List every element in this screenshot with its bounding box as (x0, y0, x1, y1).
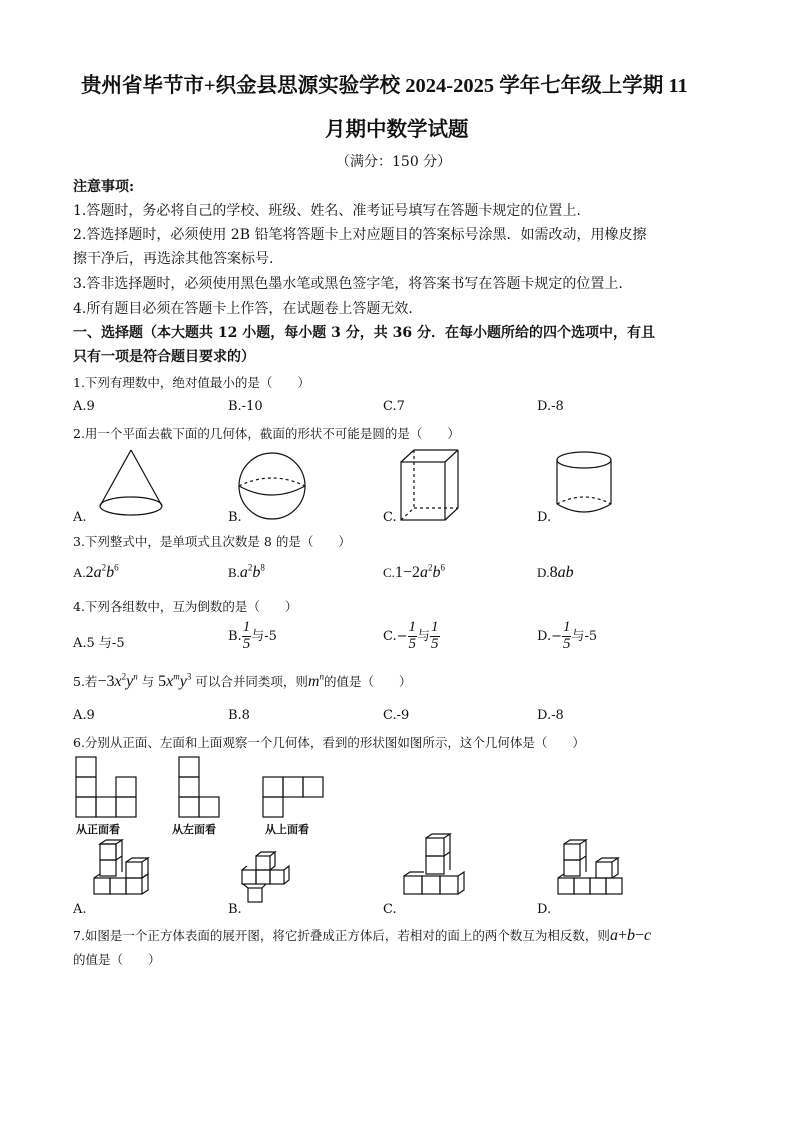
q5-term1 (97, 673, 137, 690)
q7-line1 (73, 926, 651, 945)
q3-b-var2: b (252, 564, 261, 581)
q6-solid-d (556, 842, 628, 912)
q3-a-var1: a (93, 564, 102, 581)
q4-option-d (537, 620, 597, 653)
q2-option-a: A. (73, 510, 87, 525)
q5-option-a: A.9 (73, 708, 95, 723)
q5-mn (308, 673, 324, 690)
q5-pre: 5.若 (73, 674, 98, 689)
q5-mn-m: m (307, 673, 320, 690)
q2-cuboid-figure (399, 448, 461, 524)
title-line2: 月期中数学试题 (325, 119, 469, 141)
q3-b-exp1: 2 (247, 562, 253, 573)
q5-t1-y: y (126, 673, 134, 690)
q6-option-b: B. (228, 902, 242, 917)
q7-var-c: c (644, 927, 652, 944)
q5-mid2: 可以合并同类项，则 (195, 674, 308, 689)
q4-c-mid: 与 (417, 628, 431, 644)
q5-t2-coef: 5 (158, 673, 167, 690)
q6-view-label-front: 从正面看 (76, 823, 120, 836)
q7-op2: − (634, 927, 644, 944)
q5-t1-yexp: n (133, 671, 138, 682)
q3-d-label: D. (537, 565, 550, 580)
q4-stem: 4.下列各组数中，互为倒数的是（ ） (73, 599, 298, 614)
q7-line2: 的值是（ ） (73, 952, 161, 967)
q3-a-label: A. (73, 565, 86, 580)
q4-c-fraction1 (408, 620, 418, 653)
q5-t2-y: y (179, 673, 187, 690)
q3-c-var2: b (432, 564, 441, 581)
q7-var-b: b (626, 927, 635, 944)
section1-line2: 只有一项是符合题目要求的） (73, 349, 255, 365)
q4-d-den: 5 (562, 635, 571, 652)
q4-c-num1: 1 (408, 619, 417, 635)
q3-b-label: B. (228, 565, 240, 580)
q6-solid-a (92, 842, 164, 912)
q5-t2-yexp: 3 (186, 671, 192, 682)
q7-stem: 7.如图是一个正方体表面的展开图，将它折叠成正方体后，若相对的面上的两个数互为相反数，则 (73, 928, 610, 943)
q3-a-exp2: 6 (114, 562, 119, 573)
notice-item-4: 4.所有题目必须在答题卡上作答，在试题卷上答题无效. (73, 301, 413, 317)
q1-option-c: C.7 (383, 399, 405, 414)
q4-b-den: 5 (242, 635, 251, 652)
notice-item-2-cont: 擦干净后，再选涂其他答案标号. (73, 251, 274, 267)
q1-stem: 1.下列有理数中，绝对值最小的是（ ） (73, 375, 310, 390)
q3-c-exp1: 2 (427, 562, 433, 573)
q4-b-tail: 与-5 (251, 628, 277, 644)
q2-sphere-figure (236, 452, 308, 524)
q5-option-c: C.-9 (383, 708, 410, 723)
q5-term2 (158, 673, 191, 690)
q3-c-label: C. (383, 565, 395, 580)
q3-b-exp2: 8 (260, 562, 265, 573)
notice-item-2: 2.答选择题时，必须使用 2B 铅笔将答题卡上对应题目的答案标号涂黑．如需改动，用橡皮擦 (73, 227, 647, 243)
q4-d-tail: 与-5 (571, 628, 598, 644)
q2-stem: 2.用一个平面去截下面的几何体，截面的形状不可能是圆的是（ ） (73, 426, 460, 441)
title-line1: 贵州省毕节市+织金县思源实验学校 2024-2025 学年七年级上学期 11 (81, 75, 688, 97)
q3-d-coef: 8 (549, 564, 558, 581)
q3-stem: 3.下列整式中，是单项式且次数是 8 的是（ ） (73, 534, 351, 549)
q3-b-var1: a (239, 564, 248, 581)
q5-t2-xexp: m (173, 671, 180, 682)
q4-option-a: A.5 与-5 (73, 636, 125, 651)
q3-a-var2: b (106, 564, 115, 581)
q1-option-a: A.9 (73, 399, 95, 414)
q5-t1-x: x (114, 673, 122, 690)
q3-c-exp2: 6 (440, 562, 445, 573)
q6-left-view (178, 756, 220, 818)
q2-cone-figure (96, 448, 166, 522)
q3-c-pre: 1−2 (394, 564, 420, 581)
q4-d-label: D.− (537, 628, 562, 644)
q1-option-d: D.-8 (537, 399, 564, 414)
q5-option-b: B.8 (228, 708, 250, 723)
section1-line1: 一、选择题（本大题共 12 小题，每小题 3 分，共 36 分．在每小题所给的四个选项中，有且 (73, 325, 655, 341)
q4-c-den1: 5 (408, 635, 417, 652)
q5-mn-n: n (319, 671, 324, 682)
q6-option-a: A. (73, 902, 87, 917)
q4-c-label: C.− (383, 628, 408, 644)
q5-t1-xexp: 2 (121, 671, 127, 682)
q4-c-num2: 1 (431, 619, 439, 635)
q6-stem: 6.分别从正面、左面和上面观察一个几何体，看到的形状图如图所示，这个几何体是（ ） (73, 735, 585, 750)
q3-option-d (537, 564, 574, 582)
notice-item-1: 1.答题时，务必将自己的学校、班级、姓名、准考证号填写在答题卡规定的位置上. (73, 203, 581, 219)
q6-option-d: D. (537, 902, 552, 917)
q4-d-num: 1 (562, 619, 571, 635)
q5-option-d: D.-8 (537, 708, 564, 723)
q4-option-c (383, 620, 440, 653)
score-note: （满分：150 分） (336, 154, 452, 170)
q3-option-a (73, 564, 119, 582)
q6-top-view (262, 776, 324, 818)
q2-option-c: C. (383, 510, 397, 525)
q2-option-d: D. (537, 510, 552, 525)
q3-a-coef: 2 (85, 564, 94, 581)
q5-post: 的值是（ ） (323, 674, 412, 689)
q6-solid-c (402, 836, 476, 912)
q5-t1-coef: −3 (97, 673, 115, 690)
q6-solid-b (238, 854, 298, 912)
q6-front-view (75, 756, 137, 818)
q6-view-label-left: 从左面看 (172, 823, 216, 836)
q7-var-a: a (609, 927, 618, 944)
notice-heading: 注意事项: (73, 179, 135, 195)
q3-a-exp1: 2 (101, 562, 107, 573)
q5-stem (73, 672, 411, 691)
notice-item-3: 3.答非选择题时，必须使用黑色墨水笔或黑色签字笔，将答案书写在答题卡规定的位置上. (73, 276, 623, 292)
q6-view-label-top: 从上面看 (265, 823, 309, 836)
q5-t2-x: x (166, 673, 174, 690)
q3-d-vars: ab (557, 564, 574, 581)
q7-expression (610, 927, 651, 944)
q1-option-b: B.-10 (228, 399, 263, 414)
q4-option-b (228, 620, 277, 653)
q7-op1: + (617, 927, 627, 944)
q3-c-var1: a (419, 564, 428, 581)
q4-b-label: B. (228, 628, 242, 644)
q2-option-b: B. (228, 510, 242, 525)
q3-option-b (228, 564, 265, 582)
q4-c-fraction2 (430, 620, 440, 653)
q2-cylinder-figure (554, 450, 614, 516)
q3-option-c (383, 564, 445, 582)
q4-b-num: 1 (242, 619, 251, 635)
q6-option-c: C. (383, 902, 397, 917)
q4-b-fraction (242, 620, 252, 653)
q4-c-den2: 5 (431, 635, 439, 652)
q5-mid: 与 (141, 674, 155, 689)
